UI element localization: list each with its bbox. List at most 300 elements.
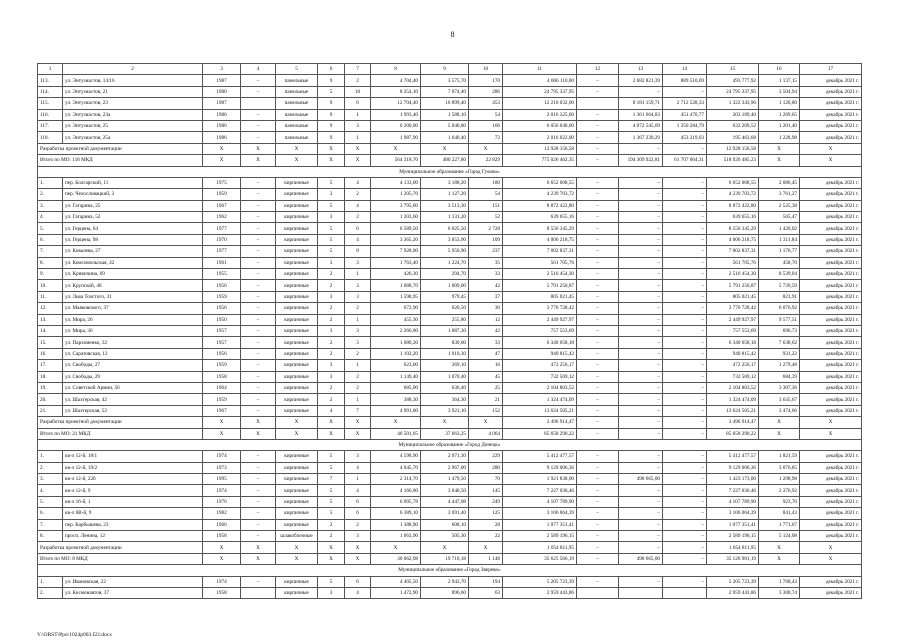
table-cell: 1 [345,269,371,280]
table-cell: X [318,143,345,154]
table-cell [241,587,276,598]
table-cell: 9 [318,75,345,86]
table-cell: – [663,200,707,211]
table-cell: кирпичные [276,360,318,371]
table-cell: 118. [38,132,63,143]
table-cell: 1 [38,64,63,75]
table-cell: декабрь 2021 г. [800,189,862,200]
table-cell: 608,10 [421,519,469,530]
table-cell: 85 658 290,22 [503,428,577,439]
table-cell: 5. [38,223,63,234]
table-cell: 4 [345,485,371,496]
table-cell: 1 821,59 [759,451,800,462]
table-row [38,508,862,519]
table-cell: 5. [38,496,63,507]
table-row [38,234,862,245]
table-cell: – [577,109,619,120]
table-cell: ул. Энтузиастов, 23а [63,109,203,120]
table-cell: – [577,394,619,405]
table-cell: 1 054 811,95 [707,542,759,553]
table-cell: 3 106 064,39 [707,508,759,519]
table-cell: 109 [469,234,503,245]
table-cell: 7 227 036,46 [503,485,577,496]
table-row [38,303,862,314]
table-cell: 2 [318,314,345,325]
table-cell: 2 [318,519,345,530]
table-cell: – [241,314,276,325]
table-cell: – [241,177,276,188]
table-cell: 42 [469,280,503,291]
table-cell: – [663,280,707,291]
table-cell: 1 311,84 [759,234,800,245]
table-cell: 3 770 728,42 [503,303,577,314]
table-row [38,200,862,211]
table-cell: декабрь 2021 г. [800,257,862,268]
table-cell: 1 324 474,09 [707,394,759,405]
table-cell: 4 [345,200,371,211]
table-cell: декабрь 2021 г. [800,200,862,211]
table-cell: ул. Пархоменко, 32 [63,337,203,348]
table-cell: 2 [345,382,371,393]
table-cell: 1956 [203,303,241,314]
table-cell: пер. Болгарский, 11 [63,177,203,188]
table-cell: – [577,382,619,393]
table-cell: кирпичные [276,212,318,223]
table-cell: 498 665,00 [619,474,663,485]
table-cell: 116. [38,109,63,120]
table-cell: – [241,394,276,405]
table-cell: X [241,428,276,439]
table-cell: 2 728 [469,223,503,234]
page-number: 8 [450,30,455,39]
table-cell: – [663,234,707,245]
table-cell: 518 920 485,23 [707,155,759,166]
table-cell: 1982 [203,508,241,519]
table-cell: – [663,337,707,348]
table-cell: Итого по МО: 118 МКД [38,155,203,166]
table-cell: X [759,417,800,428]
table-cell: декабрь 2021 г. [800,269,862,280]
table-cell: декабрь 2021 г. [800,371,862,382]
table-cell: – [619,303,663,314]
table-cell: X [345,542,371,553]
table-cell: Муниципальное образование «Город Зверево» [38,565,862,576]
table-cell: 1956 [203,280,241,291]
table-cell: X [345,553,371,564]
table-cell: ул. Энтузиастов, 25а [63,132,203,143]
table-cell: 47 [469,348,503,359]
table-cell: 4. [38,212,63,223]
table-cell: 6 [345,223,371,234]
table-cell: 37 [469,291,503,302]
table-cell: – [577,337,619,348]
table-cell: X [241,553,276,564]
table-cell: 4 239 703,72 [707,189,759,200]
table-cell: X [421,417,469,428]
table-cell: 7 002 837,31 [707,246,759,257]
table-cell: кирпичные [276,314,318,325]
table-cell: 2. [38,189,63,200]
table-cell: декабрь 2021 г. [800,519,862,530]
table-cell: кирпичные [276,246,318,257]
table-cell: 8 181 159,71 [619,98,663,109]
table-cell: 364,30 [421,394,469,405]
table-cell: 9 [318,98,345,109]
table-cell: 35 [469,257,503,268]
table-cell: – [663,143,707,154]
table-cell: кирпичные [276,451,318,462]
table-cell: 5 [318,485,345,496]
table-cell: X [318,428,345,439]
table-row [38,531,862,542]
table-cell: – [577,303,619,314]
table-cell: – [577,269,619,280]
table-cell: – [241,337,276,348]
table-cell: ул. Свободы, 27 [63,360,203,371]
table-cell: 6 [345,576,371,587]
table-cell: кирпичные [276,325,318,336]
table-row [38,291,862,302]
table-cell: 1 324 474,09 [503,394,577,405]
table-cell: – [619,576,663,587]
table-row [38,257,862,268]
table-cell: 2 [318,531,345,542]
table-cell: 3 053,90 [421,234,469,245]
table-cell: ул. Комсомольская, 42 [63,257,203,268]
table-cell: 3 921,10 [421,405,469,416]
table-cell: 20. [38,394,63,405]
table-cell: 821,91 [759,291,800,302]
table-cell: кирпичные [276,474,318,485]
table-row [38,394,862,405]
table-cell: 6 340 058,18 [707,337,759,348]
table-cell: 8 354,10 [371,86,421,97]
table-cell: 3 [345,325,371,336]
table-cell: 19 710,18 [421,553,469,564]
table-cell: – [619,485,663,496]
table-cell: – [577,314,619,325]
table-cell: 1967 [203,200,241,211]
table-cell: 1 149,40 [371,371,421,382]
table-cell: панельные [276,109,318,120]
table-cell: – [619,86,663,97]
table-cell: – [619,291,663,302]
table-cell: 1 420,02 [759,223,800,234]
table-cell: декабрь 2021 г. [800,223,862,234]
table-cell: 4 072 545,69 [619,120,663,131]
table-cell: кв-л 12-й, 9 [63,485,203,496]
table-cell: 1 298,98 [759,474,800,485]
table-cell: 1958 [203,531,241,542]
table-cell: – [619,223,663,234]
table-cell: 696,73 [759,325,800,336]
table-cell: – [241,86,276,97]
table-cell: – [241,382,276,393]
table-cell: – [577,120,619,131]
header-row [38,64,862,75]
table-cell: 6 [345,508,371,519]
table-cell: декабрь 2021 г. [800,462,862,473]
table-cell: 5 [276,64,318,75]
table-cell: 2 [63,64,203,75]
table-cell: – [577,155,619,166]
table-cell [577,98,619,109]
table-cell: 12 [469,314,503,325]
table-cell: – [663,223,707,234]
table-cell: 117. [38,120,63,131]
table-cell: 1 148 [469,553,503,564]
table-cell: – [241,508,276,519]
table-cell: ул. Энтузиастов, 21 [63,86,203,97]
table-cell: кирпичные [276,394,318,405]
table-cell: – [241,325,276,336]
table-cell: 1 361 664,83 [619,109,663,120]
table-cell: 1987 [203,98,241,109]
table-cell: ул. Герцена, 98 [63,234,203,245]
table-cell: 7 002 837,31 [503,246,577,257]
table-cell: 3 307,36 [759,382,800,393]
table-cell: 170 [469,75,503,86]
table-cell: 1 640,40 [421,132,469,143]
table-cell: пер. Чехословацкий, 3 [63,189,203,200]
table-cell: декабрь 2021 г. [800,394,862,405]
table-cell: 4 006 218,75 [503,234,577,245]
table-cell: 1 987,90 [371,132,421,143]
table-cell: 4 239 703,72 [503,189,577,200]
table-cell: 1 388,90 [371,519,421,530]
table-cell: 5 [318,200,345,211]
table-cell: 1958 [203,587,241,598]
table-cell: 14 [663,64,707,75]
table-cell: 1 588,10 [421,109,469,120]
table-cell: кирпичные [276,576,318,587]
project-docs-row [38,143,862,154]
table-cell: декабрь 2021 г. [800,109,862,120]
table-cell: – [577,246,619,257]
table-cell: 1 077 351,41 [707,519,759,530]
table-cell: – [619,531,663,542]
table-cell: кв-л 6В-й, 9 [63,508,203,519]
table-cell: – [241,462,276,473]
table-cell: – [619,325,663,336]
table-cell: X [759,143,800,154]
table-cell: 564 318,70 [371,155,421,166]
table-cell: 5 [318,177,345,188]
table-cell: кирпичные [276,189,318,200]
table-cell: Итого по МО: 21 МКД [38,428,203,439]
table-cell: 1964 [203,382,241,393]
table-cell: 505,30 [421,531,469,542]
table-cell: X [800,417,862,428]
table-cell: – [577,75,619,86]
table-cell: 3 [318,360,345,371]
table-cell: 1959 [203,291,241,302]
table-row [38,587,862,598]
table-cell: – [577,177,619,188]
table-cell: 5 [318,451,345,462]
table-cell: декабрь 2021 г. [800,314,862,325]
table-cell: – [241,75,276,86]
table-cell: 33 [469,269,503,280]
table-cell: кирпичные [276,337,318,348]
table-cell: ул. Шахтерская, 52 [63,405,203,416]
table-cell: – [663,519,707,530]
table-cell: 294,70 [421,269,469,280]
table-cell: – [241,360,276,371]
table-cell: – [619,542,663,553]
table-cell: 1 201,40 [759,120,800,131]
table-cell: 623,00 [371,360,421,371]
section-title-row [38,565,862,576]
table-cell: 1 205,70 [371,189,421,200]
table-cell: 4 006 218,75 [707,234,759,245]
table-cell: шлакоблочные [276,531,318,542]
table-cell: – [663,303,707,314]
table-cell: декабрь 2021 г. [800,98,862,109]
table-cell: 2 266,00 [371,325,421,336]
table-cell: X [800,428,862,439]
table-cell: 4 064 [469,428,503,439]
table-cell: – [577,223,619,234]
table-cell: X [421,143,469,154]
table-cell: 24 795 337,95 [707,86,759,97]
table-row [38,325,862,336]
table-cell: Разработка проектной документации [38,143,203,154]
table-cell: X [318,553,345,564]
table-cell: X [345,428,371,439]
table-cell: 1959 [203,394,241,405]
table-cell: панельные [276,120,318,131]
table-cell: X [241,155,276,166]
table-cell: 1 763,40 [371,257,421,268]
table-cell: 12 704,40 [371,98,421,109]
table-cell: 8 556 345,29 [707,223,759,234]
table-cell: – [241,348,276,359]
table-cell: 6 [345,98,371,109]
table-cell: 3 496 914,47 [503,417,577,428]
table-cell: 180 [469,177,503,188]
table-cell: – [619,360,663,371]
table-cell: 2 943,70 [421,576,469,587]
table-cell: 2 [318,280,345,291]
table-cell: – [241,234,276,245]
table-cell: 6 652 008,55 [707,177,759,188]
table-row [38,576,862,587]
table-cell: кирпичные [276,200,318,211]
table-cell: 1973 [203,462,241,473]
table-cell: 24 795 337,95 [503,86,577,97]
table-cell: 3 040,50 [421,485,469,496]
table-cell: панельные [276,98,318,109]
table-cell: 684,39 [759,371,800,382]
table-cell: 11. [38,291,63,302]
table-cell: 9 129 006,36 [707,462,759,473]
table-cell: 2 971,30 [421,451,469,462]
table-cell: ул. Саратовская, 12 [63,348,203,359]
table-cell: декабрь 2021 г. [800,587,862,598]
table-cell: 3 106 064,39 [503,508,577,519]
table-row [38,485,862,496]
file-path-footer: Y:\ORST\Ppo\1024p003.f22.docx [37,632,112,638]
table-cell: 3 795,60 [371,200,421,211]
table-cell: – [619,246,663,257]
table-cell: 9 129 006,36 [503,462,577,473]
table-cell: декабрь 2021 г. [800,382,862,393]
table-row [38,246,862,257]
table-cell: – [577,348,619,359]
table-cell: 5 [318,576,345,587]
table-cell: X [276,553,318,564]
table-cell: Итого по МО: 8 МКД [38,553,203,564]
table-cell: X [800,155,862,166]
table-cell: 1 [345,109,371,120]
table-cell: – [241,269,276,280]
table-cell: кирпичные [276,303,318,314]
table-cell: 1974 [203,576,241,587]
table-cell: – [619,348,663,359]
table-cell: – [663,394,707,405]
table-cell: ул. Энтузиастов, 14/16 [63,75,203,86]
table-cell: 1 479,50 [421,474,469,485]
table-cell: – [577,428,619,439]
table-cell: 3 770 728,42 [707,303,759,314]
table-cell: – [241,109,276,120]
table-cell: 1 137,15 [759,75,800,86]
table-cell: – [663,212,707,223]
project-docs-row [38,417,862,428]
table-cell: 1 088,70 [371,280,421,291]
table-cell: 35 625 566,19 [503,553,577,564]
table-cell: декабрь 2021 г. [800,337,862,348]
table-cell: 9 [318,120,345,131]
total-row [38,428,862,439]
table-cell: – [663,451,707,462]
table-cell: 3 [318,291,345,302]
table-cell: 561 705,76 [503,257,577,268]
table-cell: 85 658 290,22 [707,428,759,439]
table-row [38,496,862,507]
table-cell: – [241,257,276,268]
table-cell: – [663,257,707,268]
table-cell: кв-л 12-й, 18/1 [63,451,203,462]
table-cell: 3 [345,531,371,542]
table-cell: декабрь 2021 г. [800,132,862,143]
table-cell: 1 598,95 [371,291,421,302]
table-cell: 7 [318,474,345,485]
table-cell: 3 [345,257,371,268]
table-cell: – [241,474,276,485]
table-cell: – [241,212,276,223]
table-cell: – [577,576,619,587]
table-cell: 2 525,38 [759,200,800,211]
table-cell: панельные [276,75,318,86]
table-cell: – [663,246,707,257]
table-cell: X [759,428,800,439]
table-cell: 2 959 443,86 [503,587,577,598]
table-cell: 1 203,60 [371,212,421,223]
table-cell: 16. [38,348,63,359]
table-cell: 12. [38,303,63,314]
table-cell: – [619,519,663,530]
table-cell: 2 104 803,52 [503,382,577,393]
table-cell: декабрь 2021 г. [800,280,862,291]
table-cell: X [800,542,862,553]
table-cell: 1959 [203,189,241,200]
table-cell: – [663,542,707,553]
table-cell: 4 107 789,90 [707,496,759,507]
table-cell: 498 665,00 [619,553,663,564]
table-cell: – [619,337,663,348]
